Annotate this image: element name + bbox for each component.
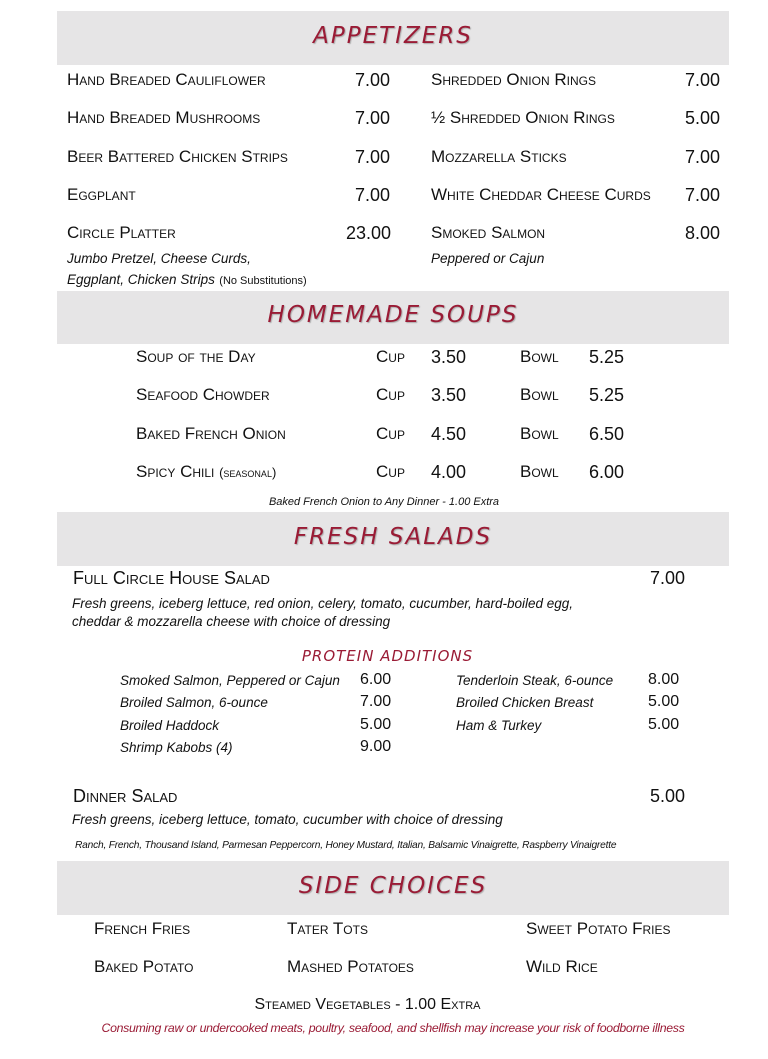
protein-price: 9.00: [360, 738, 392, 755]
menu-item-price: 23.00: [346, 223, 392, 243]
house-salad-desc: Fresh greens, iceberg lettuce, red onion, celery, tomato, cucumber, hard-boiled egg,: [72, 596, 574, 611]
menu-item-price: 7.00: [355, 147, 391, 167]
bowl-price: 5.25: [589, 347, 625, 367]
protein-price: 7.00: [360, 693, 392, 710]
menu-item-name: Hand Breaded Cauliflower: [67, 70, 266, 89]
cup-label: Cup: [376, 424, 405, 443]
bowl-price: 6.00: [589, 462, 625, 482]
soups-title: HOMEMADE SOUPS: [267, 302, 519, 328]
cup-price: 3.50: [431, 347, 467, 367]
bowl-price: 6.50: [589, 424, 625, 444]
dinner-salad-desc: Fresh greens, iceberg lettuce, tomato, cucumber with choice of dressing: [72, 812, 503, 827]
menu-item-name: Eggplant: [67, 185, 136, 204]
cup-price: 4.50: [431, 424, 467, 444]
soup-name-text: Spicy Chili: [136, 462, 215, 481]
cup-label: Cup: [376, 385, 405, 404]
platter-desc-2: Eggplant, Chicken Strips: [67, 272, 215, 287]
protein-name: Ham & Turkey: [456, 718, 542, 733]
bowl-label: Bowl: [520, 462, 559, 481]
soups-footnote: Baked French Onion to Any Dinner - 1.00 Extra: [268, 496, 500, 508]
soup-name: [136, 385, 270, 405]
menu-item-name: White Cheddar Cheese Curds: [431, 185, 651, 204]
soup-name: [136, 347, 256, 367]
bowl-label: Bowl: [520, 424, 559, 443]
side-item: Baked Potato: [94, 957, 194, 976]
menu-item-price: 7.00: [685, 185, 721, 205]
soup-name: [136, 424, 286, 444]
food-safety-warning: Consuming raw or undercooked meats, poultry, seafood, and shellfish may increase your risk of foodborne illness: [101, 1021, 685, 1035]
protein-name: Broiled Salmon, 6-ounce: [120, 695, 268, 710]
soup-name-text: Soup of the Day: [136, 347, 256, 366]
protein-price: 5.00: [360, 716, 392, 733]
cup-label: Cup: [376, 462, 405, 481]
menu-item-name: Beer Battered Chicken Strips: [67, 147, 288, 166]
protein-name: Broiled Haddock: [120, 718, 220, 733]
appetizers-header: [57, 11, 729, 65]
cup-price: 4.00: [431, 462, 467, 482]
soup-name: [136, 462, 276, 482]
cup-label: Cup: [376, 347, 405, 366]
cup-price: 3.50: [431, 385, 467, 405]
menu-item-price: 7.00: [355, 70, 391, 90]
dressing-list: Ranch, French, Thousand Island, Parmesan Peppercorn, Honey Mustard, Italian, Balsamic Vinaigrette, Raspberry Vinaigrette: [75, 840, 617, 851]
protein-price: 5.00: [648, 693, 680, 710]
menu-item-name: Circle Platter: [67, 223, 176, 242]
house-salad-price: 7.00: [650, 568, 686, 588]
protein-name: Smoked Salmon, Peppered or Cajun: [120, 673, 340, 688]
bowl-price: 5.25: [589, 385, 625, 405]
side-item: French Fries: [94, 919, 191, 938]
menu-item-name: ½ Shredded Onion Rings: [431, 108, 615, 127]
soup-note: (seasonal): [219, 465, 277, 480]
protein-name: Shrimp Kabobs (4): [120, 740, 233, 755]
side-extra: Steamed Vegetables - 1.00 Extra: [254, 996, 481, 1013]
protein-name: Broiled Chicken Breast: [456, 695, 594, 710]
side-item: Mashed Potatoes: [287, 957, 414, 976]
menu-item-description: Peppered or Cajun: [431, 251, 545, 266]
menu-item-name: Mozzarella Sticks: [431, 147, 567, 166]
menu-item-price: 7.00: [685, 147, 721, 167]
menu-item-price: 8.00: [685, 223, 721, 243]
sides-header: [57, 861, 729, 915]
menu-item-name: Shredded Onion Rings: [431, 70, 596, 89]
menu-item-name: Smoked Salmon: [431, 223, 546, 242]
menu-item-description: [67, 271, 307, 289]
protein-name: Tenderloin Steak, 6-ounce: [456, 673, 614, 688]
protein-price: 6.00: [360, 671, 392, 688]
bowl-label: Bowl: [520, 347, 559, 366]
house-salad-name: Full Circle House Salad: [73, 568, 270, 588]
house-salad-desc: cheddar & mozzarella cheese with choice of dressing: [72, 614, 391, 629]
side-item: Sweet Potato Fries: [526, 919, 671, 938]
salads-title: FRESH SALADS: [293, 524, 493, 550]
bowl-label: Bowl: [520, 385, 559, 404]
salads-header: [57, 512, 729, 566]
soup-name-text: Baked French Onion: [136, 424, 286, 443]
menu-item-price: 7.00: [355, 185, 391, 205]
menu-item-name: Hand Breaded Mushrooms: [67, 108, 261, 127]
appetizers-title: APPETIZERS: [313, 23, 473, 49]
menu-item-price: 5.00: [685, 108, 721, 128]
dinner-salad-name: Dinner Salad: [73, 786, 178, 806]
sides-title: SIDE CHOICES: [298, 873, 488, 899]
protein-price: 8.00: [648, 671, 680, 688]
soups-header: [57, 291, 729, 344]
platter-note: (No Substitutions): [219, 275, 307, 287]
protein-price: 5.00: [648, 716, 680, 733]
dinner-salad-price: 5.00: [650, 786, 686, 806]
menu-item-description: Jumbo Pretzel, Cheese Curds,: [67, 251, 251, 266]
soup-name-text: Seafood Chowder: [136, 385, 270, 404]
menu-item-price: 7.00: [685, 70, 721, 90]
side-item: Tater Tots: [287, 919, 368, 938]
side-item: Wild Rice: [526, 957, 598, 976]
menu-item-price: 7.00: [355, 108, 391, 128]
protein-additions-title: PROTEIN ADDITIONS: [301, 647, 474, 665]
